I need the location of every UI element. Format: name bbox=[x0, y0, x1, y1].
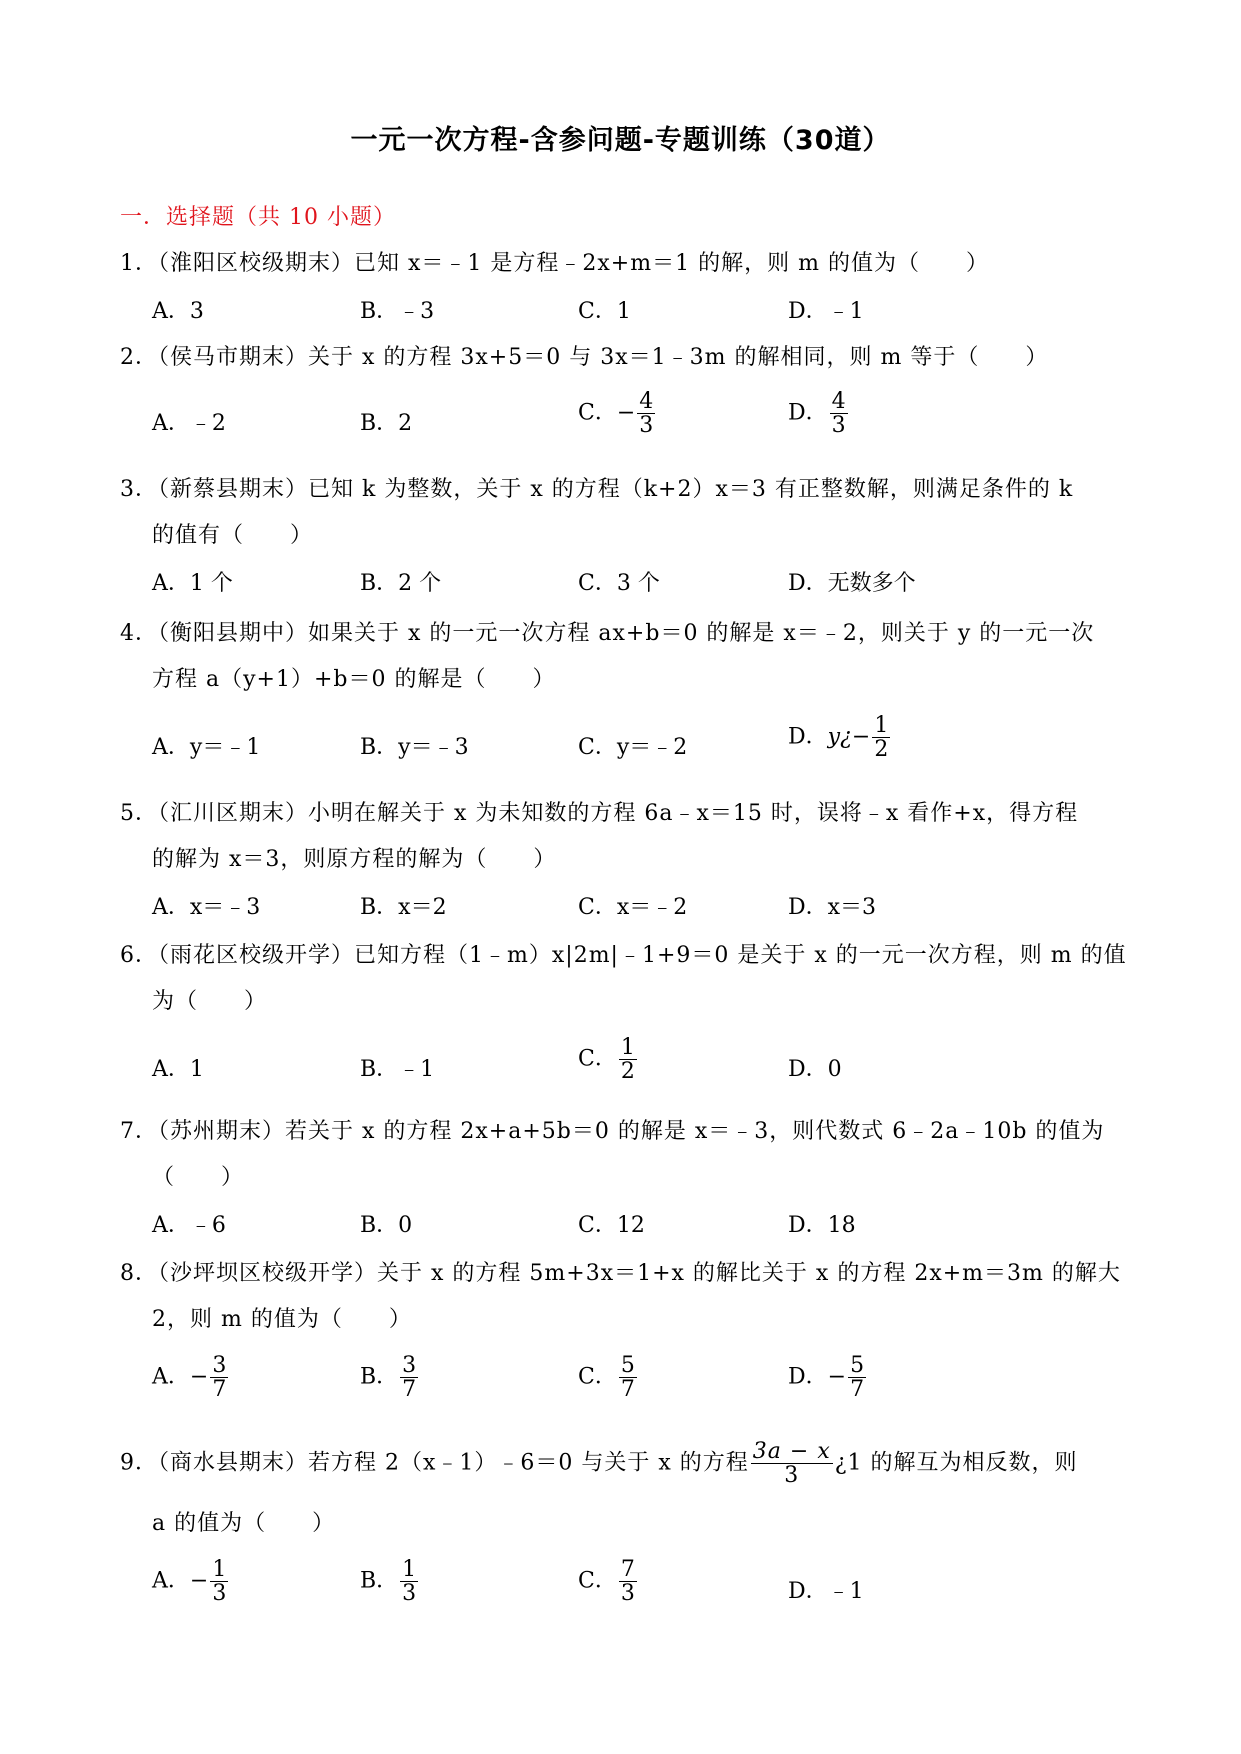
q6-option-d: D．0 bbox=[788, 1057, 842, 1082]
q1-option-a: A．3 bbox=[152, 299, 204, 324]
q6-option-a: A．1 bbox=[152, 1057, 204, 1082]
q2-option-d: D． $\frac{4}{3}$ bbox=[788, 389, 846, 439]
question-4-line-2: 方程 a（y+1）+b＝0 的解是（ ） bbox=[152, 667, 556, 692]
fraction: $\frac{3}{7}$ bbox=[212, 1353, 227, 1403]
q9-option-a: A．− $\frac{1}{3}$ bbox=[152, 1557, 227, 1607]
fraction: $\frac{7}{3}$ bbox=[620, 1557, 635, 1607]
q3-option-c: C．3 个 bbox=[578, 571, 660, 596]
q2-option-b: B．2 bbox=[360, 411, 413, 436]
question-5-line-2: 的解为 x＝3，则原方程的解为（ ） bbox=[152, 847, 557, 872]
q1-option-b: B．﹣3 bbox=[360, 299, 435, 324]
q8-option-c: C． $\frac{5}{7}$ bbox=[578, 1353, 635, 1403]
fraction: $\frac{3a - x}{3}$ bbox=[752, 1439, 831, 1489]
q9-option-b: B． $\frac{1}{3}$ bbox=[360, 1557, 417, 1607]
q3-option-d: D．无数多个 bbox=[788, 571, 916, 596]
q2-option-a: A．﹣2 bbox=[152, 411, 226, 436]
page-title: 一元一次方程-含参问题-专题训练（30道） bbox=[350, 125, 891, 156]
q4-option-d: D．y¿− $\frac{1}{2}$ bbox=[788, 713, 889, 763]
q7-option-d: D．18 bbox=[788, 1213, 856, 1238]
question-4: 4．（衡阳县期中）如果关于 x 的一元一次方程 ax+b＝0 的解是 x＝﹣2，则关于 y 的一元一次 bbox=[120, 621, 1095, 646]
question-9: 9．（商水县期末）若方程 2（x﹣1）﹣6＝0 与关于 x 的方程 $\frac{3a - x}{3}$ ¿1 的解互为相反数，则 bbox=[120, 1439, 1078, 1489]
question-2: 2．（侯马市期末）关于 x 的方程 3x+5＝0 与 3x＝1﹣3m 的解相同，则 m 等于（ ） bbox=[120, 345, 1049, 370]
q7-option-a: A．﹣6 bbox=[152, 1213, 226, 1238]
question-8-line-2: 2，则 m 的值为（ ） bbox=[152, 1307, 412, 1332]
question-1: 1．（淮阳区校级期末）已知 x＝﹣1 是方程﹣2x+m＝1 的解，则 m 的值为（ ） bbox=[120, 251, 989, 276]
question-3: 3．（新蔡县期末）已知 k 为整数，关于 x 的方程（k+2）x＝3 有正整数解，则满足条件的 k bbox=[120, 477, 1074, 502]
q4-option-a: A．y＝﹣1 bbox=[152, 735, 261, 760]
q9-option-d: D．﹣1 bbox=[788, 1579, 864, 1604]
q3-option-b: B．2 个 bbox=[360, 571, 442, 596]
question-9-line-2: a 的值为（ ） bbox=[152, 1511, 336, 1536]
q9-option-c: C． $\frac{7}{3}$ bbox=[578, 1557, 635, 1607]
q6-option-b: B．﹣1 bbox=[360, 1057, 435, 1082]
q8-option-b: B． $\frac{3}{7}$ bbox=[360, 1353, 417, 1403]
q3-option-a: A．1 个 bbox=[152, 571, 233, 596]
section-heading: 一．选择题（共 10 小题） bbox=[120, 205, 396, 230]
question-7-line-2: （ ） bbox=[152, 1165, 245, 1190]
q1-option-d: D．﹣1 bbox=[788, 299, 864, 324]
fraction: $\frac{5}{7}$ bbox=[850, 1353, 865, 1403]
question-3-line-2: 的值有（ ） bbox=[152, 523, 314, 548]
q5-option-b: B．x＝2 bbox=[360, 895, 447, 920]
fraction: $\frac{4}{3}$ bbox=[639, 389, 654, 439]
question-7: 7．（苏州期末）若关于 x 的方程 2x+a+5b＝0 的解是 x＝﹣3，则代数式 6﹣2a﹣10b 的值为 bbox=[120, 1119, 1105, 1144]
q8-option-a: A．− $\frac{3}{7}$ bbox=[152, 1353, 227, 1403]
fraction: $\frac{1}{2}$ bbox=[874, 713, 889, 763]
q6-option-c: C． $\frac{1}{2}$ bbox=[578, 1035, 635, 1085]
q5-option-c: C．x＝﹣2 bbox=[578, 895, 688, 920]
q7-option-c: C．12 bbox=[578, 1213, 645, 1238]
q7-option-b: B．0 bbox=[360, 1213, 413, 1238]
fraction: $\frac{1}{3}$ bbox=[212, 1557, 227, 1607]
question-6-line-2: 为（ ） bbox=[152, 989, 268, 1014]
q2-option-c: C．− $\frac{4}{3}$ bbox=[578, 389, 654, 439]
fraction: $\frac{1}{2}$ bbox=[620, 1035, 635, 1085]
question-6: 6．（雨花区校级开学）已知方程（1﹣m）x|2m|﹣1+9＝0 是关于 x 的一元一次方程，则 m 的值 bbox=[120, 943, 1127, 968]
q5-option-a: A．x＝﹣3 bbox=[152, 895, 261, 920]
q4-option-b: B．y＝﹣3 bbox=[360, 735, 469, 760]
q8-option-d: D．− $\frac{5}{7}$ bbox=[788, 1353, 865, 1403]
fraction: $\frac{3}{7}$ bbox=[402, 1353, 417, 1403]
question-8: 8．（沙坪坝区校级开学）关于 x 的方程 5m+3x＝1+x 的解比关于 x 的方程 2x+m＝3m 的解大 bbox=[120, 1261, 1121, 1286]
q4-option-c: C．y＝﹣2 bbox=[578, 735, 688, 760]
q5-option-d: D．x＝3 bbox=[788, 895, 877, 920]
q1-option-c: C．1 bbox=[578, 299, 631, 324]
question-5: 5．（汇川区期末）小明在解关于 x 为未知数的方程 6a﹣x＝15 时，误将﹣x 看作+x，得方程 bbox=[120, 801, 1079, 826]
fraction: $\frac{1}{3}$ bbox=[402, 1557, 417, 1607]
fraction: $\frac{5}{7}$ bbox=[620, 1353, 635, 1403]
fraction: $\frac{4}{3}$ bbox=[831, 389, 846, 439]
